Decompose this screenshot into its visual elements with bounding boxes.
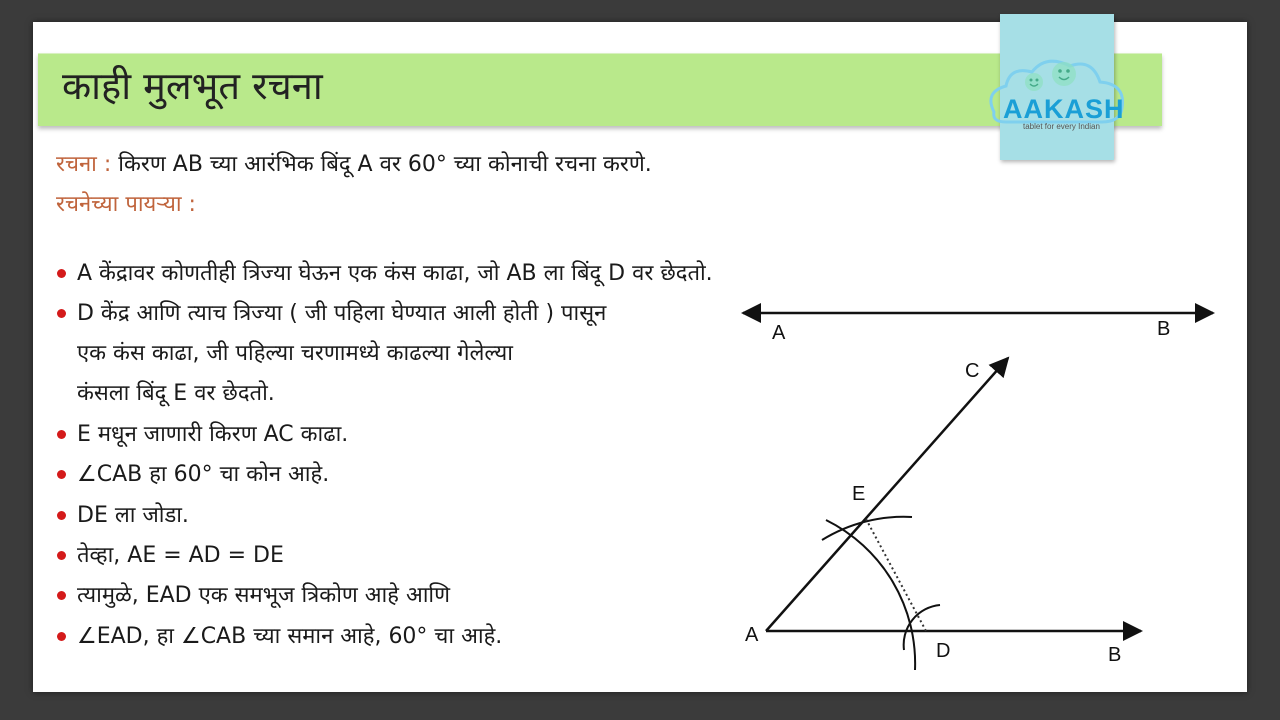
step-7: त्यामुळे, EAD एक समभूज त्रिकोण आहे आणि <box>77 583 451 608</box>
construction-label: रचना : <box>56 152 112 177</box>
construction-text: किरण AB च्या आरंभिक बिंदू A वर 60° च्या कोनाची रचना करणे. <box>118 152 652 177</box>
ray-ac <box>766 358 1008 631</box>
steps-heading: रचनेच्या पायऱ्या : <box>56 192 196 217</box>
label-d: D <box>936 640 951 662</box>
slide-title: काही मुलभूत रचना <box>62 64 323 108</box>
label-c: C <box>965 360 980 382</box>
step-8: ∠EAD, हा ∠CAB च्या समान आहे, 60° चा आहे. <box>77 624 503 649</box>
step-1: A केंद्रावर कोणतीही त्रिज्या घेऊन एक कंस काढा, जो AB ला बिंदू D वर छेदतो. <box>77 261 713 286</box>
label-a: A <box>745 624 759 646</box>
step-5: DE ला जोडा. <box>77 503 189 528</box>
logo-tagline: tablet for every Indian <box>1023 122 1100 131</box>
top-label-b: B <box>1157 318 1171 340</box>
arc-from-a <box>826 520 915 670</box>
step-4: ∠CAB हा 60° चा कोन आहे. <box>77 462 330 487</box>
step-2-line-2: एक कंस काढा, जी पहिल्या चरणामध्ये काढल्या गेलेल्या <box>77 341 513 366</box>
top-label-a: A <box>772 322 786 344</box>
arc-at-d <box>904 605 940 650</box>
step-6: तेव्हा, AE = AD = DE <box>77 543 284 568</box>
step-2-line-1: D केंद्र आणि त्याच त्रिज्या ( जी पहिला घेण्यात आली होती ) पासून <box>77 301 607 326</box>
label-b: B <box>1108 644 1122 666</box>
step-3: E मधून जाणारी किरण AC काढा. <box>77 422 349 447</box>
logo-wordmark: AAKASH <box>1003 94 1125 124</box>
label-e: E <box>852 483 866 505</box>
step-2-line-3: कंसला बिंदू E वर छेदतो. <box>77 381 275 406</box>
